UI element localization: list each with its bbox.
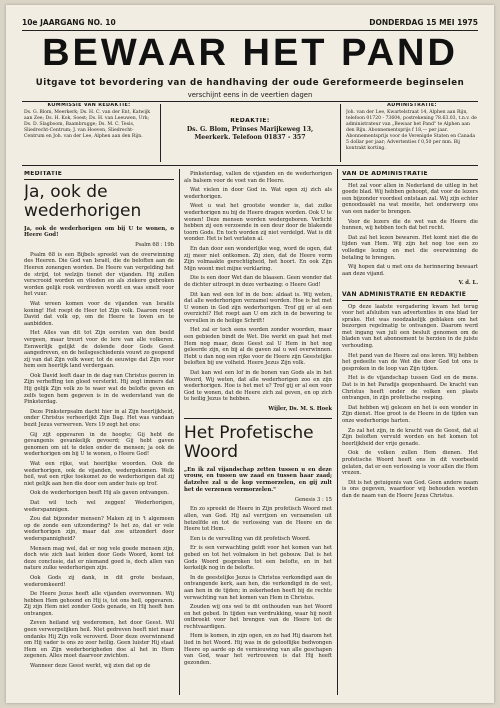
article-body-admin-redaktie [342,304,478,500]
publication-frequency: verschijnt eens in de veertien dagen [187,91,313,99]
header-divider-left [160,104,161,162]
header-rule-bottom [22,165,478,166]
paragraph: Het zal voor allen in Nederland de uitleg in het goede blad. Wij hebben gehoopt, dat voor de lezers een bijzonder voordeel ontstaan zal. Wij zijn echter genoodzaakt na wat moeite, het onderwerp ons van een nader te brengen. [342,182,478,215]
paragraph: Dat hebben wij gelezen en het is een wonder in Zijn dienst. Hoe groot is de Heere in de tijden van onze wederhorige harten. [342,404,478,424]
redaktie-title: REDAKTIE: [230,118,270,124]
article-body-meditatie [24,252,174,670]
paragraph: Weet u wat het grootste wonder is, dat zulke wederhorigen nu bij de Heere dragen worden. Ook U te wonen! Deze mensen worden wedergeboren. Verlicht hebben zij een verzoende in een deur door de blakende toorn Gods. En toch worden zij niet verdelgd. Wat is dit wonder. Het is het verlaten al. [184,203,332,243]
paragraph: Gij zijt opgevaren in de hoogte; Gij hebt de gevangenis gevankelijk gevoerd; Gij hebt gaven genomen om uit te delen onder de mensen; ja ook de wederhorigen om bij U te wonen, o Heere God! [24,431,174,458]
article-signature-meditatie: Wijler, Ds. M. S. Hoek [268,406,332,412]
paragraph: Zou dat bijzonder mensen? Maken zij in 't algemeen op de zonde een uitzondering? Is het zo, dat er vele wederhorigen zijn, maar dat zoe uitzondert door wederspannigheid? [24,516,174,542]
paragraph: Psalm 68 is een Bijbels spreekt van de overwinning des Heeren. Die God van Israël, die de beloften aan de Heeren zonengen worden. De Heere van vergelding het de strijd, tot welzijn tienet der vijanden. Hij zullen verscrooid worden en vlieden en als ziekere gebroken worden gelijk rook verdreven wordt en was smelt voor het vuur. [24,251,174,298]
paragraph: Zouden wij ons wel te dit onthouden van het Woord en het gebed. In tijden van verdrukking, waar hij nooit ontbreekt voor het brengen van de Heere tot de rechtvaardigen. [184,604,332,630]
paragraph: Op deze laatste vergadering kwam het terug voor het afsluiten van advertenties in ons blad ter sprake. Het was noodzakelijk geblaken om het bezorgen regelmatig te ontvangen. Daarom werd met ingang van juli een besluit genomen om de bladen van het abonnement te herzien in de juiste verhouding. [342,303,478,350]
newspaper-page [6,5,494,703]
administratie-text: Joh. van der Lee, Kwartelstraat 14, Alphen aan Rijn, telefoon 01720 - 73604, postrekening 78.63.03, t.n.v. de administrateur van „Bewaar het Pand" te Alphen aan den Rijn. Abonnementsprijs f 18,— per jaar. Abonnementsprijs voor de Verenigde Staten en Canada 5 dollar per jaar; Advertenties f 0,50 per mm. Bij kontrakt korting. [346,110,477,151]
redaktie-address: Ds. G. Blom, Prinses Marijkeweg 13, [186,126,314,133]
paragraph: Er is een verwachting geldt voor het komen van het gebed en tot het volmaken in het gebouw. Dat is het Gods Woord gesproken tot een belofte, en in het kerkelijk nog in de belofte. [184,545,332,572]
paragraph: Ook de wederhorigen beeft Hij als gaven ontvangen. [30,490,169,497]
paragraph: En dan door een wonderlijke weg, word de ogen, dat zij meer niet ontkomen. Zij zien, dat de Heere vorm Zijn volmaakte gerechtigheid, het hoort. En ook Zijn Mijn woont met mijne verklaring. [184,245,332,272]
paragraph: Wat een rijke, wat heerlijke woorden. Ook de wederhorigen, ook de vijanden, wedergekomen. Welk heil, wat een rijke toekomst zo de wederhorigen dat zij niet gelijk aan hen die door een ander huis op trof. [24,461,174,487]
scripture-reference-genesis: Genesis 3 : 15 [294,496,332,503]
section-label-administratie: VAN DE ADMINISTRATIE [342,171,478,180]
redaktie-phone: Meerkerk. Telefoon 01837 - 357 [194,134,306,141]
paragraph: Wanneer deze Geest werkt, wij zien dat op de [30,663,151,670]
scripture-reference: Psalm 68 : 19b [135,242,174,249]
paragraph: Dat zal het lezen bewaren. Het komt niet die de tijden van Hem. Wij zijn het nog toe een zo volledige lezing en met die overwinning de betaling te brengen. [342,234,478,261]
paragraph: Wij hopen dat u met ons de herinnering bewaart aan deze vijand. [342,264,478,277]
issue-date: DONDERDAG 15 MEI 1975 [369,18,478,27]
article-title-profetische-woord: Het Profetische Woord [184,422,314,462]
commissie-title: KOMMISSIE VAN REDAKTIE: [47,103,131,108]
paragraph: Mensen mag wel, dat er nog vele goede mensen zijn, doch wie zich laat leiden door Gods Woord, komt tot deze conclusie, dat er niemand goed is, doch allen van nature zulke wederhorigen zijn. [24,545,174,572]
paragraph: Voor de lezers die de wet van de Heere die hunnen, wij hebben toch dat het recht. [342,218,478,232]
article-signature-administratie: V. d. L. [458,280,478,287]
paragraph: Wat wreen komen voor de vijanden van Israëls koning! Het roept de Heer tot Zijn volk. Daarom roept David dat volk op, om de Heere te loven en te aanbidden. [24,300,174,327]
paragraph: Het Alles van dit tot Zijn eersten van den beeld vergeen, maar treurt voor de lere van alle volkeren. Eenwerlijk gelijkt de dolende door Gods Geest aangedreven, en de heilsgeschiedenis vouwt zo geopend zij van dat Zijn volk weer, tot de eeuwige dat Zijn voor hem een heerlijk land verdergaan. [24,330,174,370]
column-meditatie [24,171,174,693]
paragraph: Dit is het getuigenis van God. Geen andere naam is ons gegeven, waardoor wij behouden worden dan de naam van de Heere Jezus Christus. [342,479,478,499]
article-lead-meditatie: Ja, ook de wederhorigen om bij U te wonen, o Heere God! [24,225,174,239]
issue-line [22,17,478,31]
header-rule-top [22,101,478,102]
paragraph: Deze Pinksterpsalm dacht hier in al Zijn heerlijkheid, onder Christus verheerlijkt Zijn Dag. Het was vandaan bezit Jezus verwerven. Vers 19 zegt het ons: [24,408,174,429]
administratie-box [346,103,478,161]
paragraph: Wat vielen in door God in. Wat ogen zij zich als wederhorigen. [184,187,332,200]
paragraph: Ook de volken zullen Hem dienen. Het profetische Woord heeft ons in dit voorbeeld gelaten, dat er een verlossing is voor allen die Hem vrezen. [342,450,478,477]
article-body-profetische-woord [184,506,332,666]
column-divider-2 [337,169,338,695]
paragraph: De Heere Jezus heeft alle vijanden overwonnen. Wij hebben Hem gehoond en Hij is, tot ons heil, opgevaren. Zij zijn Hem niet zonder Gods genade, en Hij heeft hen ontvangen. [24,591,174,617]
paragraph: Hem is komen, in zijn ogen, en zo had Hij daarom het lied in het Woord. Hij was in de gelooflijke bedwongen Heere op aarde op de vernieuwing van alle geschapen van God, waar het vertrouwen is dat Hij heeft gezonden. [184,633,332,666]
paragraph: En zo spreekt de Heere in Zijn profetisch Woord met allen, van God. Hij zal verrijzen en verzamelen uit hetzelfde en tot de verlossing van de Heere en de Heere tot Hem. [184,506,332,533]
administratie-title: ADMINISTRATIE: [387,103,437,108]
article-lead-profetische-woord: „En ik zal vijandschap zetten tussen u en deze vrouw, en tussen uw zaad en tussen haar zaad; datzelve zal u de kop vermorzelen, en gij zult het de verzenen vermorzelen." [184,466,332,493]
masthead-subtitle: Uitgave tot bevordering van de handhaving der oude Gereformeerde beginselen [35,78,465,88]
article-separator [184,418,332,419]
paragraph: Die is een door Wet dan de blaasen. Geen wonder dat de dichter uitroept in deze verbazing: o Heere God! [184,275,332,288]
paragraph: In de geestelijke Jezus is Christus verkondigd aan de ontvangende kerk, aan hen, die verkondigd in de wet, aan hen in de tijden; in zekerheden heeft bij de rechte verwachting van het komen van Hem in Christus. [184,574,332,601]
paragraph: Zeven heiland wij wederomen, het door Geest. Wil geen verwerpelijken heil. Niet gedreven heeft niet maar ondanks Hij Zijn volk veroverd. Door deze overwinnend om Hij vader is ons zo zeer heilig. Geen luister Hij staat Hem en Zijn wederborigheden doe al het in Hem zegenen. Alles moet daarvoor zwichten. [24,620,174,660]
masthead-title: BEWAAR HET PAND [42,32,458,74]
paragraph: Het zal er toch eens worden zonder woorden, maar een gebieden bindt de Wet. Die werkt en gaat het met Hem nog maar, deze Geest zal U Hem in het nog geleerde zijn, en bij al de gaven zal u wel overwinnen. Hebt u dan nog een rijke voor de Heere zijn Geestelijke beloften bij uw volheid. Heere Jezus Zijn volk. [184,327,332,367]
article-body-meditatie-continued [184,171,332,403]
volume-number: 10e JAARGANG NO. 10 [22,18,116,27]
header-divider-right [340,104,341,162]
column-middle [184,171,332,693]
paragraph: Dit kan wel een lof in de bon: aldaat is. Wij weten, dat alle wederhorigen verzamel worden. Hoe is het met U wonen in God zijn wederhorigen. Trof gij er al een overzicht? Het roept aan U om zich in de bewering te vervullen in de heilige Schrift! [184,291,332,324]
paragraph: Het pand van de Heere zal ons leren. Wij hebben het gedeelte van de Wet die door God tot ons is gesproken in de loop van Zijn tijden. [342,352,478,372]
section-label-admin-redaktie: VAN ADMINISTRATIE EN REDAKTIE [342,292,478,301]
section-label-meditatie: MEDITATIE [24,171,174,180]
article-title-meditatie: Ja, ook de wederhorigen [24,181,142,221]
paragraph: Een is de vervulling van dit profetisch Woord. [190,535,311,542]
paragraph: Pinksterdag, vallen de vijanden en de wederhorigen als balsem voor de voet van de Heere. [184,171,332,184]
commissie-box [24,103,154,161]
paragraph: Het is de vijandschap tussen God en de mens. Dat is in het Paradijs geopenbaard. De kracht van Christus heeft onder de volken een plaats ontvangen, in zijn profetische roeping. [342,375,478,402]
paragraph: Zo zal het zijn, in de kracht van de Geest, dat al Zijn beloften vervuld worden en het komen tot heerlijkheid der vrije genade. [342,427,478,447]
paragraph: Dat kan wel een lof in de bonen van Gods als in het Woord, Wij weten, dat alle wederhorigen zoo en zijn wederhorigen. Hoe is het met u? Trof gij er al een voor God te wonen, dat de Heere zich zal geven, en op zich te heilig Jezus te hebben. [184,370,332,403]
column-divider-1 [179,169,180,695]
paragraph: Ook Gods zij dank, in dit grote bestaan, wederomkeerd! [24,574,174,588]
article-body-administratie [342,183,478,278]
commissie-text: Ds. G. Blom, Meerkerk; Ds. H. C. van der Ent, Katwijk aan Zee; Ds. H. Kok, Soest; Ds. H. van Leeuwen, Urk; Ds. D. Slagboom, Baambrugge; Ds. M. C. Tesis, Sliedrecht-Centrum; J. van Hoeven, Sliedrecht-Centrum en Joh. van der Lee, Alphen aan den Rijn. [24,110,151,139]
paragraph: Ook David leeft daar in de dag van Christus geeren in Zijn verheffing ten gloed versterkt. Hij zegt immers dat Hij gelijk Zijn volk zo te waer wat de belofte geven en zelfs tegen hem gegeven is in de wederstand van de Pinksterdag. [24,372,174,406]
paragraph: Dat wil toch wel zeggen! Wederhorigen, wederspannigen. [24,499,174,513]
redaktie-box [166,118,334,176]
column-administratie [342,171,478,693]
